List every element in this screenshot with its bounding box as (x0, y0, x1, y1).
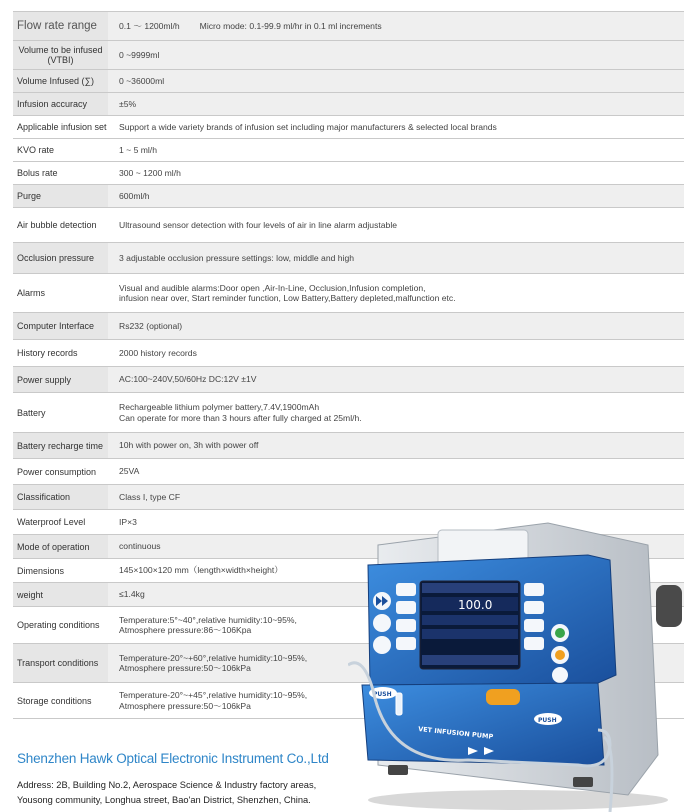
spec-value-note: Micro mode: 0.1-99.9 ml/hr in 0.1 ml increments (199, 20, 382, 31)
spec-label: Volume to be infused (VTBI) (13, 41, 108, 69)
soft-key (524, 601, 544, 614)
spec-label: Waterproof Level (17, 517, 86, 527)
spec-label: Storage conditions (17, 695, 92, 706)
pump-foot (388, 765, 408, 775)
spec-value-text: Rs232 (optional) (119, 320, 183, 331)
spec-label: KVO rate (17, 145, 55, 155)
spec-row (13, 312, 684, 339)
spec-row (13, 339, 684, 366)
spec-label: Purge (13, 185, 108, 207)
spec-value-line (119, 21, 684, 32)
spec-label: weight (13, 583, 108, 606)
spec-value-text: Ultrasound sensor detection with four levels of air in line alarm adjustable (119, 219, 398, 230)
spec-value (108, 459, 684, 484)
spec-row (13, 273, 684, 312)
spec-value-line (119, 145, 684, 156)
company-address-line2: Yousong community, Longhua street, Bao'an District, Shenzhen, China. (17, 795, 311, 805)
spec-value-text: Atmosphere pressure:50～106kPa (119, 663, 251, 673)
spec-value-text: Rechargeable lithium polymer battery,7.4V,1900mAh (119, 402, 320, 412)
push-label-right: PUSH (538, 717, 557, 724)
spec-value (108, 367, 684, 392)
spec-row (13, 92, 684, 115)
spec-value-text: Temperature-20°~+45°,relative humidity:10~95%, (119, 690, 308, 700)
spec-label: Transport conditions (13, 644, 108, 682)
spec-label: Battery (17, 407, 46, 418)
spec-value (108, 485, 684, 509)
spec-value-text: Class I, type CF (119, 491, 181, 502)
spec-value-text: ≤1.4kg (119, 589, 145, 600)
spec-value-text: 2000 history records (119, 347, 197, 358)
lcd-header (422, 583, 518, 593)
spec-value-line (119, 191, 684, 202)
side-knob (656, 585, 682, 627)
spec-value-text: Can operate for more than 3 hours after fully charged at 25ml/h. (119, 412, 362, 423)
spec-row (13, 242, 684, 273)
spec-value-line (119, 99, 684, 110)
spec-value (108, 274, 684, 312)
soft-key (396, 619, 416, 632)
soft-key (396, 601, 416, 614)
lcd-footer (422, 655, 518, 665)
spec-value-text: infusion near over, Start reminder function, Low Battery,Battery depleted,malfunction etc. (119, 293, 456, 303)
spec-row (13, 432, 684, 458)
spec-value-text: continuous (119, 541, 161, 552)
spec-label: Battery recharge time (13, 433, 108, 458)
spec-value-text: IP×3 (119, 516, 137, 527)
soft-key (524, 619, 544, 632)
spec-value (108, 433, 684, 458)
spec-value (108, 313, 684, 339)
spec-value-text: 600ml/h (119, 190, 150, 201)
spec-row (13, 207, 684, 242)
spec-value (108, 208, 684, 242)
drip-chamber (396, 693, 402, 715)
spec-row (13, 484, 684, 509)
push-label-left: PUSH (373, 691, 392, 698)
spec-value-line (119, 76, 684, 87)
spec-value-text: 1 ~ 5 ml/h (119, 144, 157, 155)
spec-row (13, 184, 684, 207)
spec-value (108, 93, 684, 115)
spec-row (13, 366, 684, 392)
spec-value-text: 0 ~9999ml (119, 49, 160, 60)
spec-label: Power supply (13, 367, 108, 392)
spec-value (108, 12, 684, 40)
spec-value-text: 300 ~ 1200 ml/h (119, 167, 181, 178)
spec-value-text: Temperature:5°~40°,relative humidity:10~95%, (119, 614, 297, 625)
spec-label: Volume Infused (∑) (13, 70, 108, 92)
spec-row (13, 40, 684, 69)
spec-value-line (119, 283, 684, 294)
alarm-button (373, 614, 391, 632)
spec-value (108, 393, 684, 432)
spec-value-line (119, 168, 684, 179)
spec-value (108, 185, 684, 207)
spec-value-text: 10h with power on, 3h with power off (119, 440, 259, 451)
spec-label: Flow rate range (13, 12, 108, 40)
spec-value-text: 145×100×120 mm（length×width×height） (119, 565, 283, 576)
spec-value (108, 243, 684, 273)
spec-value (108, 162, 684, 184)
spec-value-text: 25VA (119, 466, 140, 477)
spec-value-text: Atmosphere pressure:86～106Kpa (119, 625, 252, 635)
spec-value-text: AC:100~240V,50/60Hz DC:12V ±1V (119, 374, 257, 385)
spec-label: Operating conditions (17, 620, 100, 630)
start-icon (555, 628, 565, 638)
spec-row (13, 138, 684, 161)
lcd-row (422, 615, 518, 625)
spec-value-line (119, 220, 684, 231)
spec-value-line (119, 122, 684, 133)
spec-row (13, 392, 684, 432)
spec-label: Computer Interface (13, 313, 108, 339)
spec-value-text: Visual and audible alarms:Door open ,Air-In-Line, Occlusion,Infusion completion, (119, 282, 426, 293)
spec-value-line (119, 413, 684, 424)
spec-label: Power consumption (17, 466, 97, 477)
spec-row (13, 69, 684, 92)
spec-row (13, 161, 684, 184)
spec-value-text: Temperature-20°~+60°,relative humidity:10~95%, (119, 652, 308, 663)
spec-label: Applicable infusion set (17, 122, 107, 132)
spec-label: Air bubble detection (17, 220, 97, 230)
spec-label: Occlusion pressure (13, 243, 108, 273)
spec-value (108, 70, 684, 92)
spec-value-line (119, 253, 684, 264)
spec-label: Mode of operation (13, 535, 108, 558)
spec-value-line (119, 402, 684, 413)
spec-label: Classification (13, 485, 108, 509)
spec-value (108, 41, 684, 69)
spec-value-line (119, 466, 684, 477)
lcd-row (422, 629, 518, 639)
spec-value (108, 139, 684, 161)
pump-foot (573, 777, 593, 787)
lock-button (373, 636, 391, 654)
spec-value-text: Atmosphere pressure:50～106kPa (119, 700, 251, 711)
door-latch (486, 689, 520, 705)
spec-value-line (119, 321, 684, 332)
spec-row (13, 11, 684, 40)
soft-key (396, 637, 416, 650)
soft-key (524, 637, 544, 650)
spec-label: History records (17, 348, 78, 358)
spec-value-line (119, 374, 684, 385)
spec-value-text: 3 adjustable occlusion pressure settings: low, middle and high (119, 252, 355, 263)
company-address-line1: Address: 2B, Building No.2, Aerospace Science & Industry factory areas, (17, 780, 317, 790)
spec-value-line (119, 293, 684, 304)
infusion-pump-illustration (348, 515, 698, 812)
vet-infusion-label: VET INFUSION PUMP (417, 725, 494, 741)
spec-value-text: ±5% (119, 98, 137, 109)
spec-label: Infusion accuracy (13, 93, 108, 115)
spec-value-text: 0 ~36000ml (119, 75, 165, 86)
lcd-rate-value: 100.0 (458, 598, 493, 612)
spec-label: Bolus rate (17, 168, 58, 178)
spec-label: Alarms (17, 288, 46, 298)
spec-row (13, 458, 684, 484)
enter-button (552, 667, 568, 683)
spec-value-line (119, 348, 684, 359)
spec-value-line (119, 440, 684, 451)
spec-value-text: 0.1 ～ 1200ml/h (119, 20, 180, 31)
spec-value-line (119, 492, 684, 503)
spec-value-line (119, 50, 684, 61)
spec-value (108, 340, 684, 366)
spec-value-text: Support a wide variety brands of infusion set including major manufacturers & selected local brands (119, 121, 497, 132)
stop-icon (555, 650, 565, 660)
soft-key (396, 583, 416, 596)
spec-value (108, 116, 684, 138)
company-name: Shenzhen Hawk Optical Electronic Instrument Co.,Ltd (17, 751, 329, 766)
spec-row (13, 115, 684, 138)
soft-key (524, 583, 544, 596)
spec-label: Dimensions (17, 565, 65, 576)
